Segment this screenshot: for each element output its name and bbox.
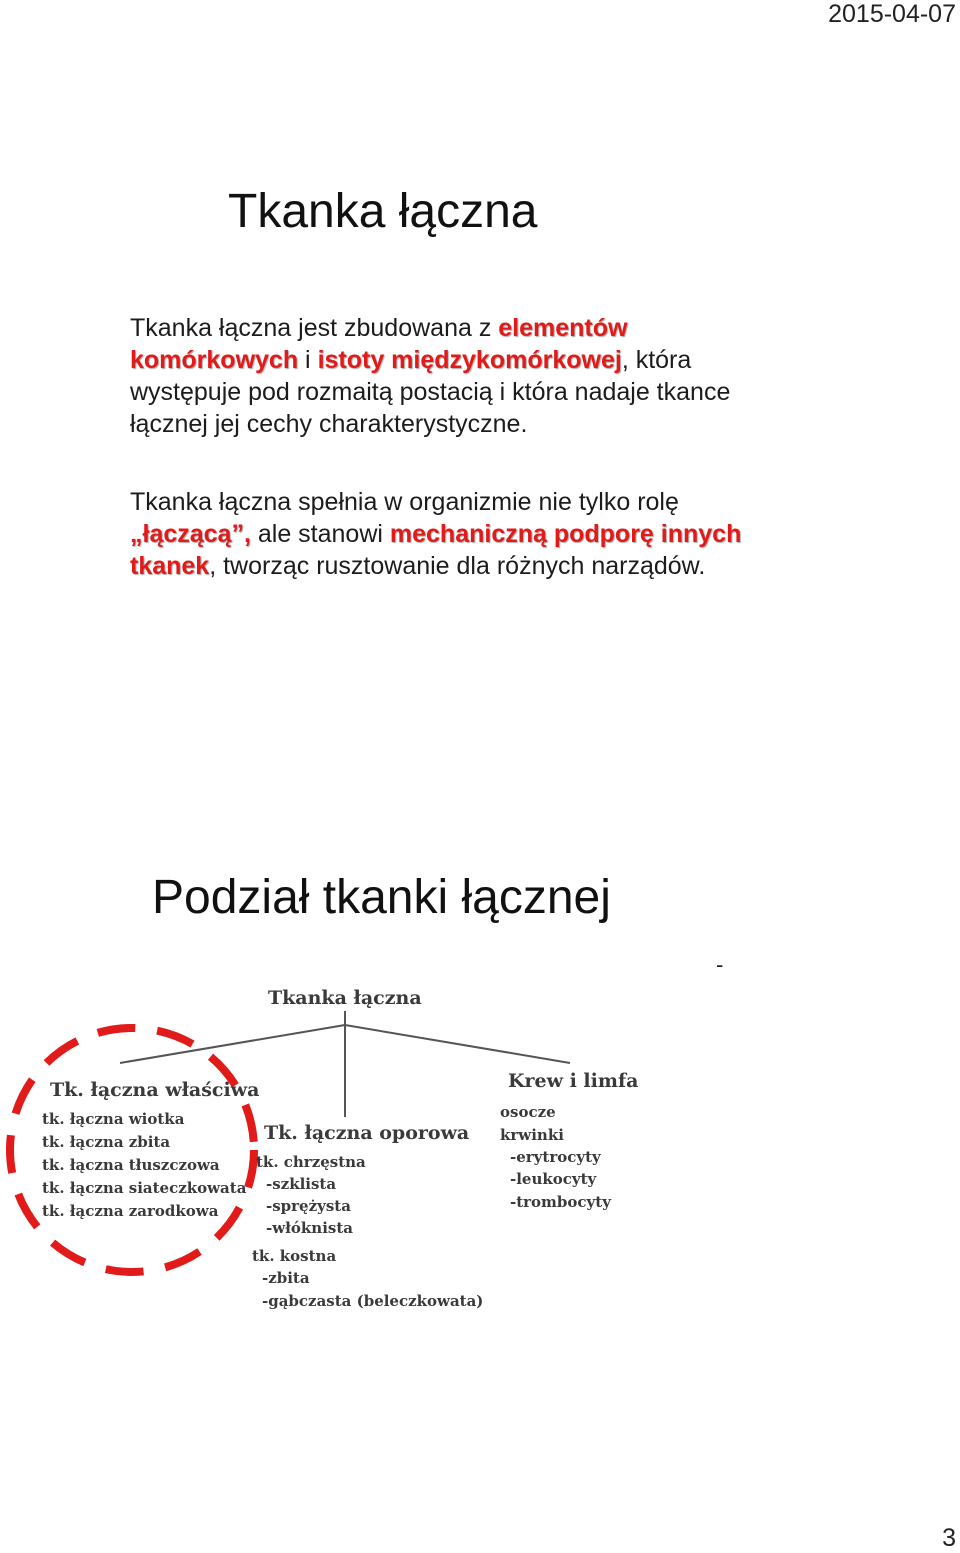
diagram-middle-item: -gąbczasta (beleczkowata) [262,1292,484,1310]
highlight-connecting-role: „łączącą”, [130,520,251,548]
page-number: 3 [942,1524,956,1552]
diagram-middle-heading: Tk. łączna oporowa [264,1122,470,1144]
slide-title-connective-tissue: Tkanka łączna [228,185,538,238]
diagram-middle-item: tk. chrzęstna [256,1153,366,1171]
paragraph-definition [130,312,770,440]
diagram-left-item: tk. łączna tłuszczowa [42,1156,220,1174]
text-run: , która występuje pod rozmaitą postacią i która nadaje tkance łącznej jej cechy charakterystyczne. [130,346,731,438]
branch-left-line [120,1025,345,1063]
branch-right-line [345,1025,570,1063]
text-run: ale stanowi [250,520,390,548]
text-run: , tworząc rusztowanie dla różnych narządów. [209,552,706,580]
diagram-left-heading: Tk. łączna właściwa [50,1079,260,1101]
slide-title-classification: Podział tkanki łącznej [152,871,611,924]
classification-diagram [0,975,730,1320]
header-date: 2015-04-07 [828,0,956,28]
diagram-left-item: tk. łączna siateczkowata [42,1179,247,1197]
highlight-intercellular-substance: istoty międzykomórkowej [317,346,622,374]
diagram-left-item: tk. łączna zarodkowa [42,1202,219,1220]
diagram-middle-item: -włóknista [266,1219,354,1237]
diagram-left-item: tk. łączna zbita [42,1133,171,1151]
diagram-middle-item: -szklista [266,1175,337,1193]
highlight-cell-elements: elementów komórkowych [130,314,628,374]
paragraph-function [130,486,770,582]
text-run: Tkanka łączna jest zbudowana z [130,314,499,342]
stray-dash: - [716,952,724,977]
diagram-middle-item: -sprężysta [266,1197,351,1215]
diagram-middle-item: -zbita [262,1269,310,1287]
text-run: Tkanka łączna spełnia w organizmie nie tylko rolę [130,488,679,516]
diagram-right-item: osocze [500,1103,556,1121]
diagram-right-heading: Krew i limfa [508,1070,639,1092]
diagram-right-item: krwinki [500,1126,564,1144]
diagram-middle-item: tk. kostna [252,1247,337,1265]
diagram-left-item: tk. łączna wiotka [42,1110,185,1128]
diagram-right-item: -leukocyty [510,1170,597,1188]
highlight-mechanical-support: mechaniczną podporę innych tkanek [130,520,742,580]
diagram-right-item: -trombocyty [510,1193,611,1211]
diagram-root-label: Tkanka łączna [268,987,422,1009]
text-run: i [298,346,318,374]
diagram-right-item: -erytrocyty [510,1148,601,1166]
